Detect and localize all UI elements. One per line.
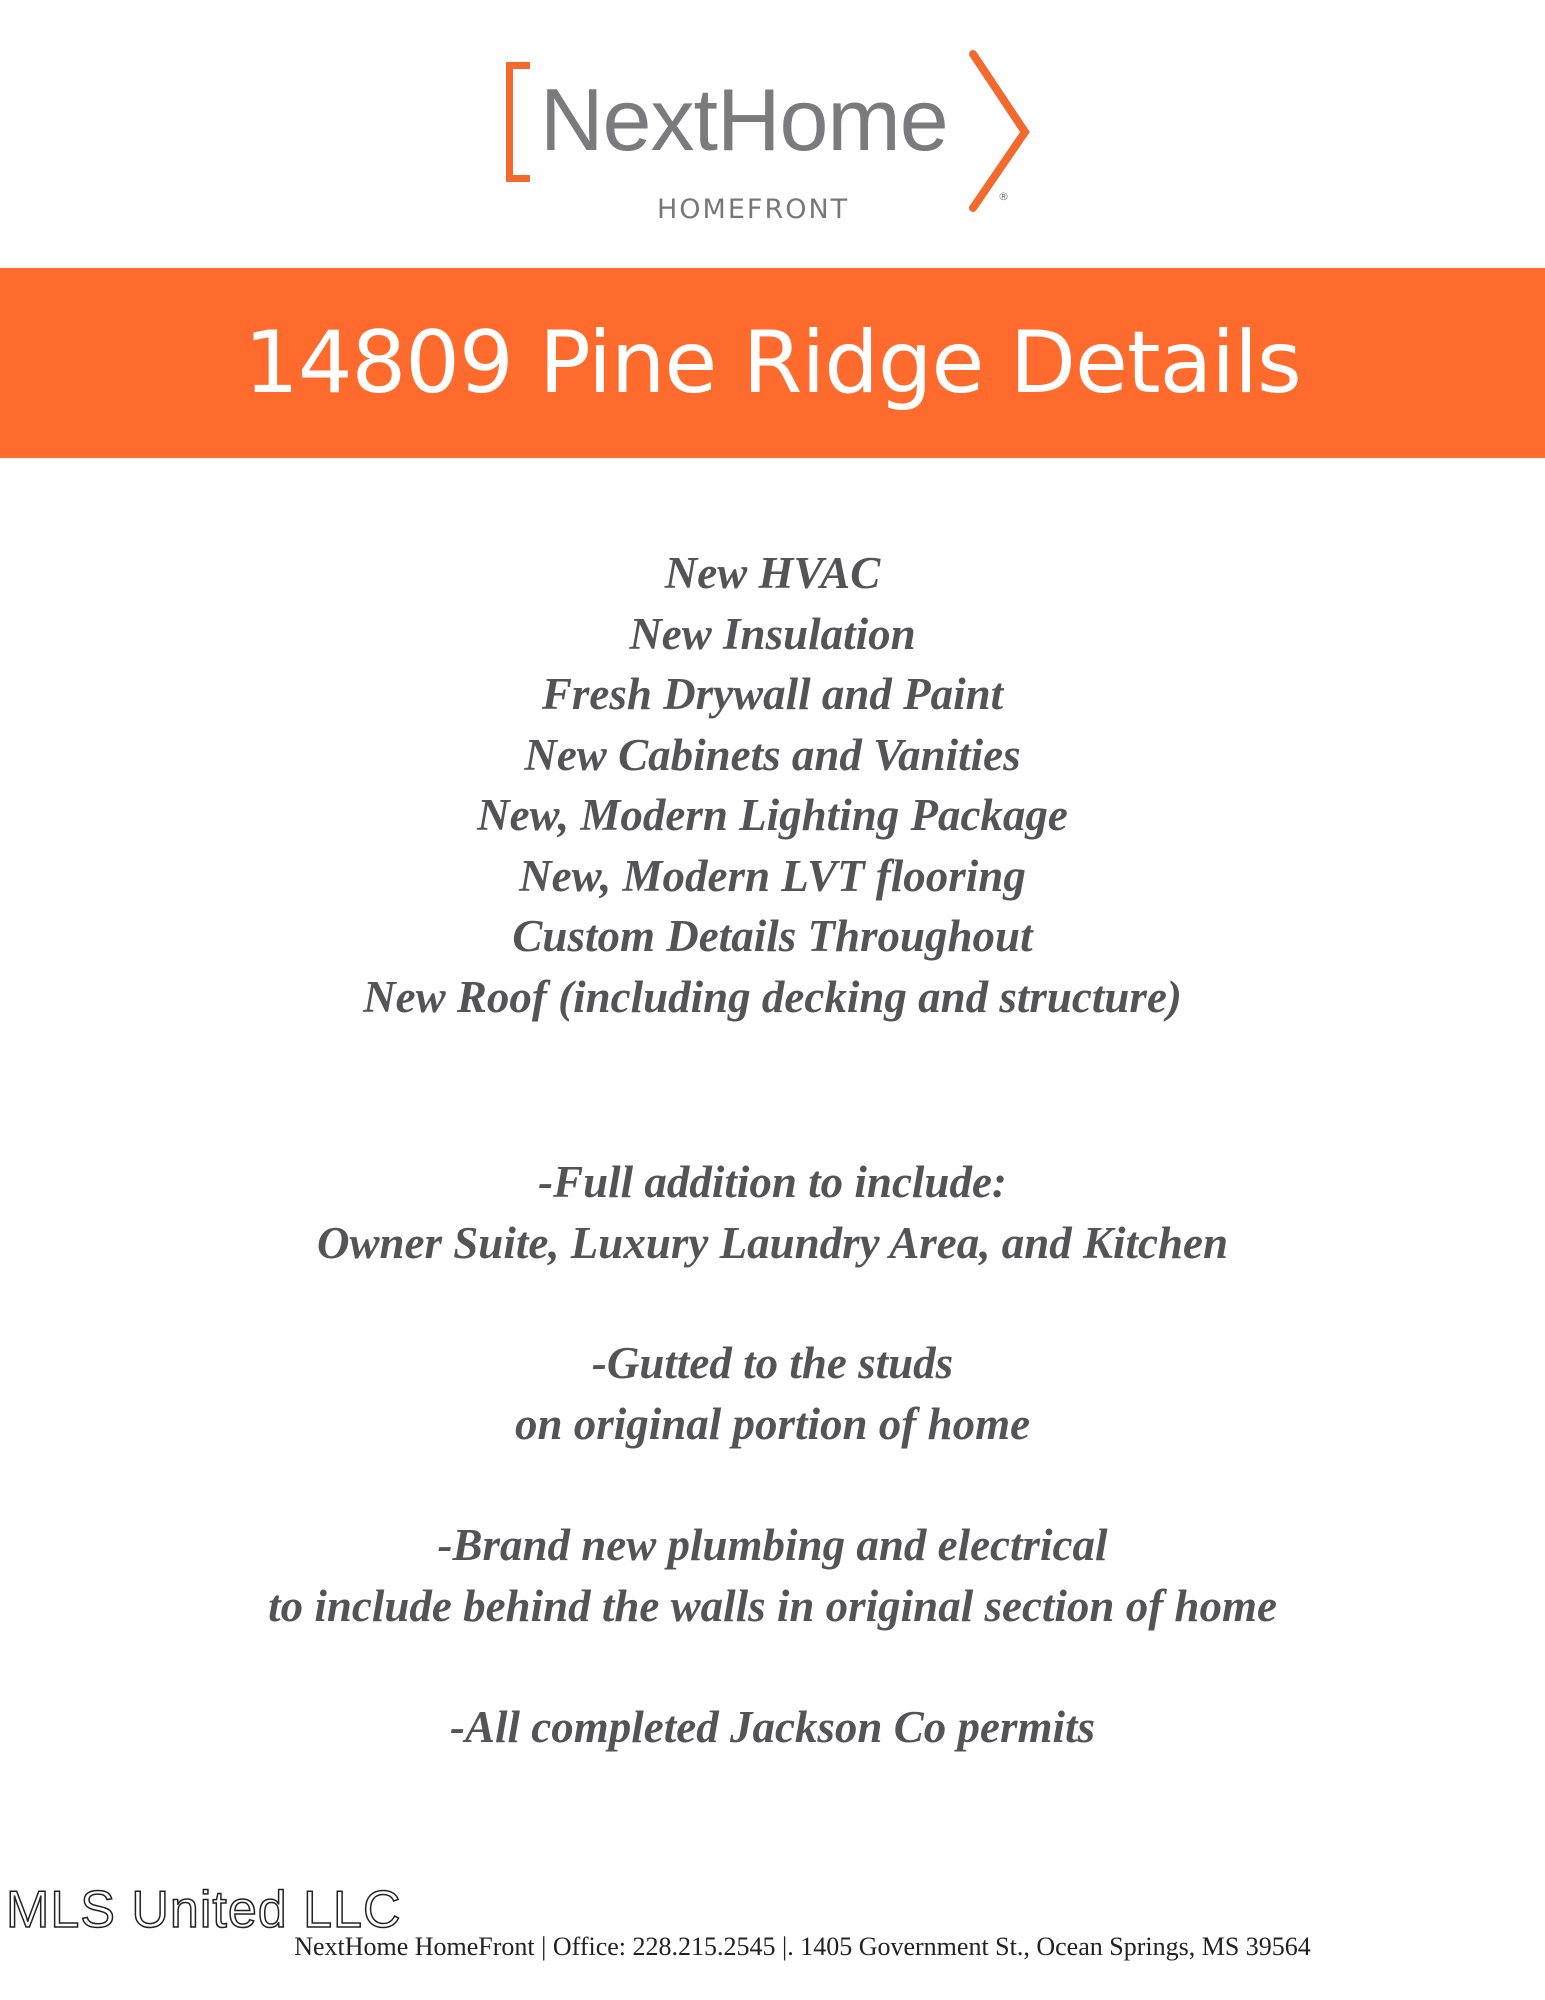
registered-mark: ® xyxy=(998,190,1009,203)
mls-watermark: MLS United LLC xyxy=(6,1881,402,1939)
permits-paragraph xyxy=(0,1697,1545,1758)
feature-item: New Insulation xyxy=(629,608,916,659)
page-title: 14809 Pine Ridge Details xyxy=(244,313,1301,413)
feature-list xyxy=(0,543,1545,1027)
paragraph-line: -All completed Jackson Co permits xyxy=(450,1702,1095,1752)
addition-paragraph xyxy=(0,1152,1545,1273)
paragraph-line: on original portion of home xyxy=(514,1398,1031,1449)
logo-wordmark: NextHome xyxy=(540,70,948,169)
footer-contact: NextHome HomeFront | Office: 228.215.2545 |. 1405 Government St., Ocean Springs, MS 39564 xyxy=(294,1932,1311,1961)
feature-item: New HVAC xyxy=(664,548,881,598)
logo-subtitle: HOMEFRONT xyxy=(657,194,850,225)
feature-item: Custom Details Throughout xyxy=(512,911,1033,961)
feature-item: New Roof (including decking and structure) xyxy=(363,971,1182,1022)
logo-left-bracket xyxy=(506,62,530,182)
feature-item: New, Modern Lighting Package xyxy=(477,790,1068,840)
plumbing-paragraph xyxy=(0,1515,1545,1636)
logo-chevron-icon xyxy=(965,48,1035,213)
feature-item: New, Modern LVT flooring xyxy=(519,850,1026,901)
nexthome-logo xyxy=(490,40,1050,240)
paragraph-line: Owner Suite, Luxury Laundry Area, and Kitchen xyxy=(317,1217,1228,1268)
title-banner xyxy=(0,268,1545,458)
paragraph-line: -Brand new plumbing and electrical xyxy=(437,1520,1108,1570)
feature-item: New Cabinets and Vanities xyxy=(524,729,1021,780)
gutted-paragraph xyxy=(0,1333,1545,1454)
feature-item: Fresh Drywall and Paint xyxy=(541,669,1004,719)
paragraph-line: to include behind the walls in original section of home xyxy=(268,1580,1277,1631)
paragraph-line: -Full addition to include: xyxy=(538,1157,1007,1207)
paragraph-line: -Gutted to the studs xyxy=(591,1338,954,1388)
